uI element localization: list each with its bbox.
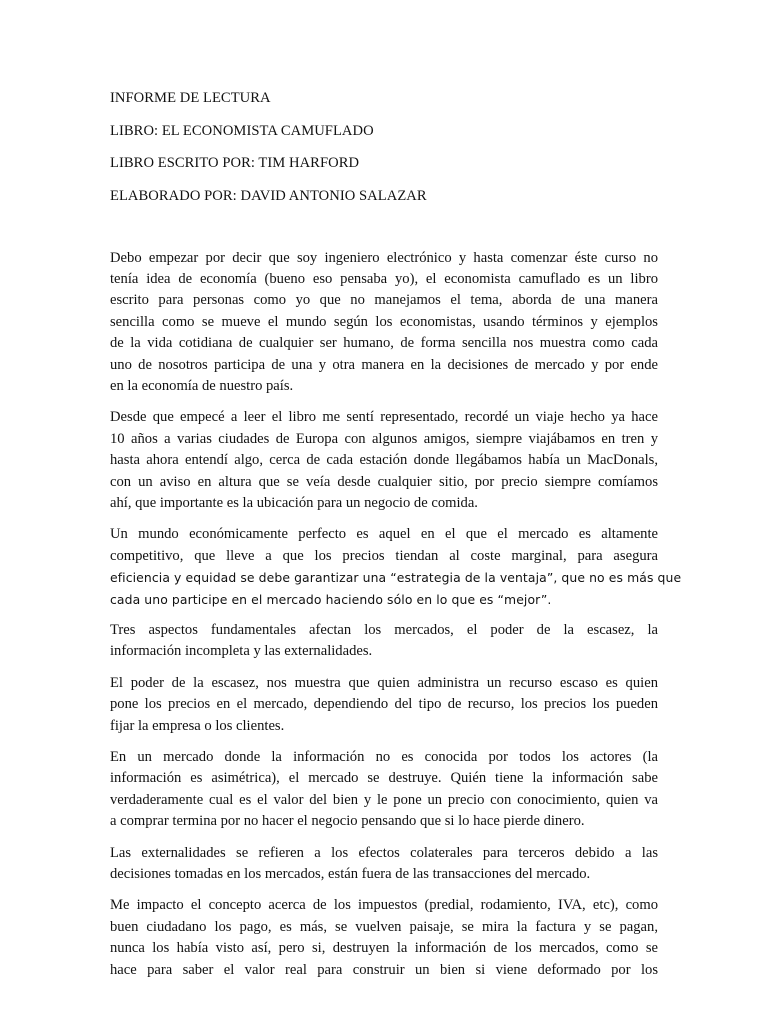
- text-line: competitivo, que lleve a que los precios tiendan al coste marginal, para asegura: [110, 547, 658, 564]
- text-line: escrito para personas como yo que no manejamos el tema, aborda de una manera: [110, 292, 658, 309]
- text-line: buen ciudadano los pago, es más, se vuelven paisaje, se mira la factura y se pagan,: [110, 918, 658, 935]
- paragraph-taxes: [110, 895, 658, 981]
- text-line: información incompleta y las externalidades.: [110, 643, 373, 660]
- text-line: Las externalidades se refieren a los efectos colaterales para terceros debido a las: [110, 844, 658, 861]
- text-line: con un aviso en altura que se veía desde cualquier sitio, por precio siempre comíamos: [110, 473, 658, 490]
- text-line: decisiones tomadas en los mercados, están fuera de las transacciones del mercado.: [110, 866, 591, 883]
- text-line: hace para saber el valor real para construir un bien si viene deformado por los: [110, 961, 658, 978]
- text-line: Me impacto el concepto acerca de los impuestos (predial, rodamiento, IVA, etc), como: [110, 897, 658, 914]
- paragraph-europe-trip: [110, 407, 658, 514]
- document-page: [110, 88, 682, 991]
- report-author: ELABORADO POR: DAVID ANTONIO SALAZAR: [110, 187, 427, 204]
- text-line: En un mercado donde la información no es conocida por todos los actores (la: [110, 749, 658, 766]
- paragraph-perfect-market: [110, 524, 682, 610]
- text-line: fijar la empresa o los clientes.: [110, 717, 285, 734]
- text-line: Desde que empecé a leer el libro me sentí representado, recordé un viaje hecho ya hace: [110, 409, 658, 426]
- text-line: ahí, que importante es la ubicación para un negocio de comida.: [110, 494, 478, 511]
- text-line-alt-font: eficiencia y equidad se debe garantizar una “estrategia de la ventaja”, que no es más que: [110, 570, 682, 586]
- text-line: hasta ahora entendí algo, cerca de cada estación donde llegábamos había un MacDonals,: [110, 452, 658, 469]
- text-line: Un mundo económicamente perfecto es aquel en el que el mercado es altamente: [110, 526, 658, 543]
- report-header: [110, 88, 658, 206]
- paragraph-scarcity: [110, 673, 658, 737]
- text-line: El poder de la escasez, nos muestra que quien administra un recurso escaso es quien: [110, 674, 658, 691]
- book-title: LIBRO: EL ECONOMISTA CAMUFLADO: [110, 122, 374, 139]
- paragraph-externalities: [110, 843, 658, 886]
- text-line: 10 años a varias ciudades de Europa con algunos amigos, siempre viajábamos en tren y: [110, 430, 658, 447]
- text-line: a comprar termina por no hacer el negocio pensando que si lo hace pierde dinero.: [110, 813, 585, 830]
- text-line: nunca los había visto así, pero si, destruyen la información de los mercados, como se: [110, 940, 658, 957]
- text-line: verdaderamente cual es el valor del bien y le pone un precio con conocimiento, quien va: [110, 791, 658, 808]
- text-line: sencilla como se mueve el mundo según los economistas, usando términos y ejemplos: [110, 313, 658, 330]
- text-line: Debo empezar por decir que soy ingeniero electrónico y hasta comenzar éste curso no: [110, 249, 658, 266]
- text-line: Tres aspectos fundamentales afectan los mercados, el poder de la escasez, la: [110, 622, 658, 638]
- text-line: de la vida cotidiana de cualquier ser humano, de forma sencilla nos muestra como cada: [110, 335, 658, 352]
- text-line: en la economía de nuestro país.: [110, 377, 294, 394]
- paragraph-intro: [110, 248, 658, 398]
- paragraph-information: [110, 747, 658, 833]
- text-line-alt-font: cada uno participe en el mercado haciendo sólo en lo que es “mejor”.: [110, 591, 552, 607]
- book-author: LIBRO ESCRITO POR: TIM HARFORD: [110, 155, 360, 171]
- report-title: INFORME DE LECTURA: [110, 90, 271, 106]
- text-line: uno de nosotros participa de una y otra manera en la decisiones de mercado y por ende: [110, 356, 658, 373]
- paragraph-three-aspects: [110, 620, 658, 663]
- text-line: pone los precios en el mercado, dependiendo del tipo de recurso, los precios los pueden: [110, 696, 658, 713]
- text-line: tenía idea de economía (bueno eso pensaba yo), el economista camuflado es un libro: [110, 270, 658, 287]
- text-line: información es asimétrica), el mercado se destruye. Quién tiene la información sabe: [110, 770, 658, 787]
